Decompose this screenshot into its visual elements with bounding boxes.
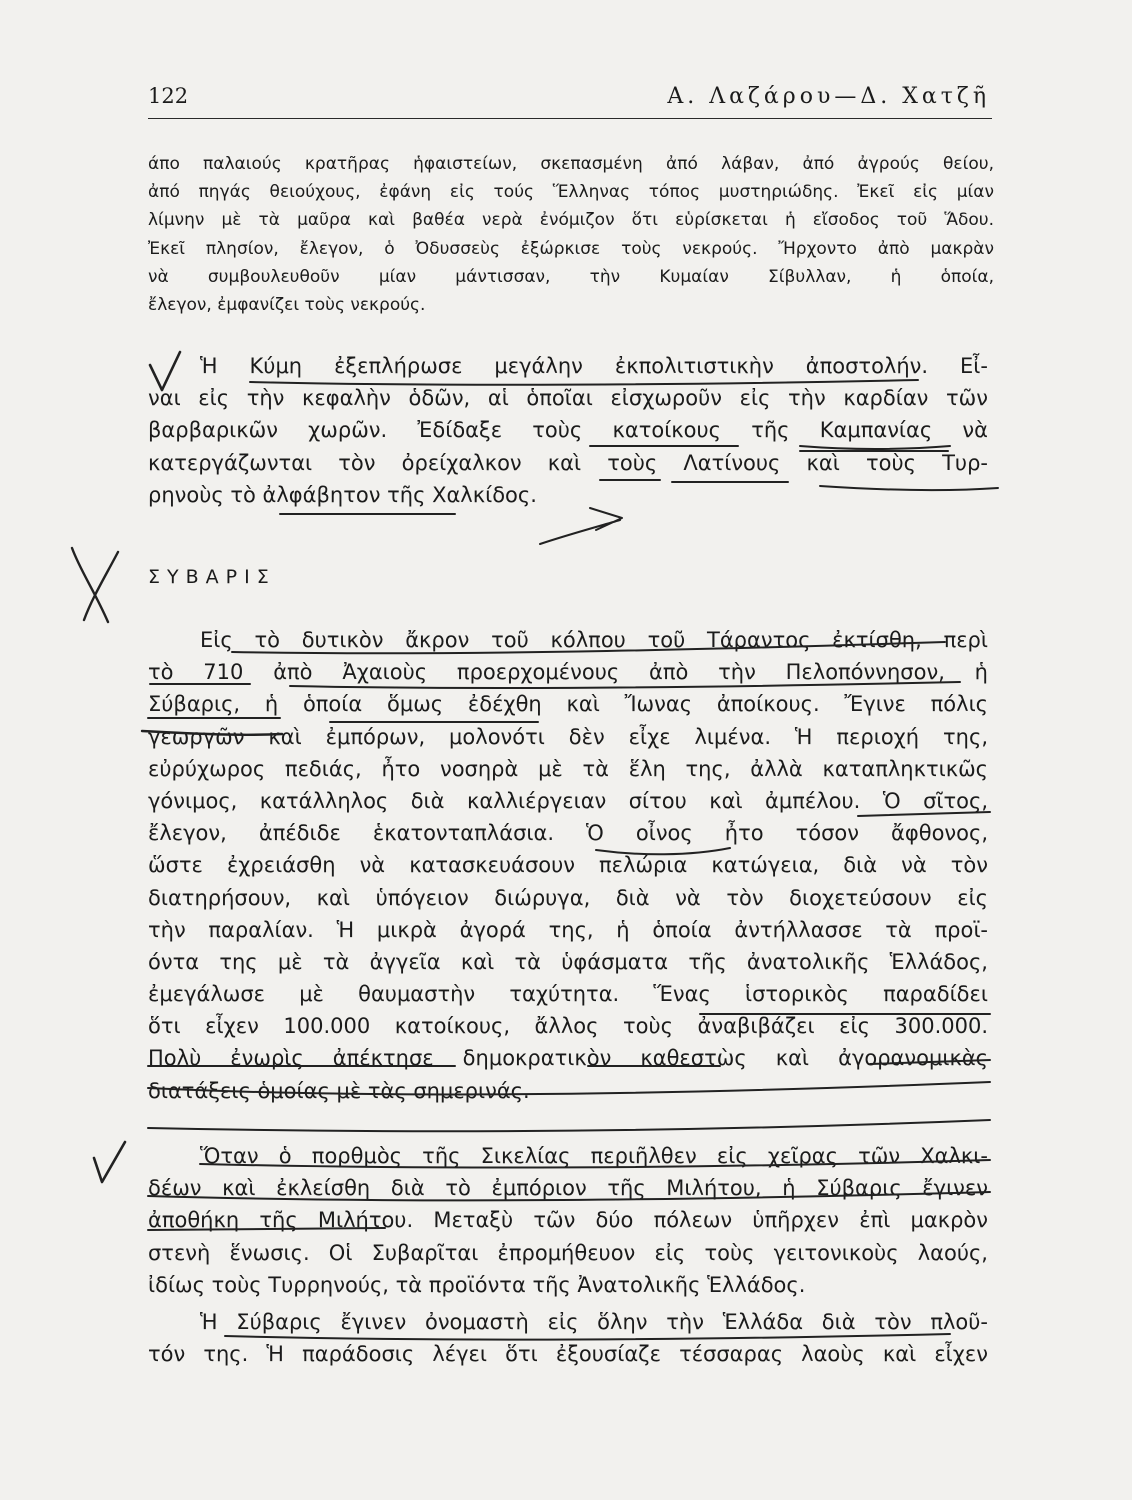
kyme-paragraph: [148, 350, 988, 511]
underline: [148, 1120, 990, 1131]
text-line: διατάξεις ὁμοίας μὲ τὰς σημερινάς.: [148, 1078, 530, 1103]
text-line: ρηνοὺς τὸ ἀλφάβητον τῆς Χαλκίδος.: [148, 482, 537, 507]
text-line: γεωργῶν καὶ ἐμπόρων, μολονότι δὲν εἶχε λιμένα. Ἡ περιοχή της,: [148, 724, 988, 749]
text-line: γόνιμος, κατάλληλος διὰ καλλιέργειαν σίτου καὶ ἀμπέλου. Ὁ σῖτος,: [148, 788, 988, 813]
text-line: Ὅταν ὁ πορθμὸς τῆς Σικελίας περιῆλθεν εἰς χεῖρας τῶν Χαλκι-: [200, 1144, 988, 1168]
arrow-mark: [540, 508, 622, 544]
text-line: διατηρήσουν, καὶ ὑπόγειον διώρυγα, διὰ νὰ τὸν διοχετεύσουν εἰς: [148, 885, 988, 910]
text-line: ἐμεγάλωσε μὲ θαυμαστὴν ταχύτητα. Ἕνας ἱστορικὸς παραδίδει: [148, 982, 988, 1007]
text-line: δέων καὶ ἐκλείσθη διὰ τὸ ἐμπόριον τῆς Μιλήτου, ἡ Σύβαρις ἔγινεν: [148, 1176, 988, 1201]
text-line: ἀπό πηγάς θειούχους, ἐφάνη εἰς τούς Ἕλληνας τόπος μυστηριώδης. Ἐκεῖ εἰς μίαν: [148, 182, 994, 203]
text-line: Σύβαρις, ἡ ὁποία ὅμως ἐδέχθη καὶ Ἴωνας ἀποίκους. Ἔγινε πόλις: [148, 692, 988, 717]
text-line: λίμνην μὲ τὰ μαῦρα καὶ βαθέα νερὰ ἐνόμιζον ὅτι εὑρίσκεται ἡ εἴσοδος τοῦ Ἅδου.: [148, 210, 994, 231]
sybaris-paragraph-2: [148, 1140, 988, 1301]
text-line: εὐρύχωρος πεδιάς, ἦτο νοσηρὰ μὲ τὰ ἕλη της, ἀλλὰ καταπληκτικῶς: [148, 756, 988, 781]
text-line: Πολὺ ἐνωρὶς ἀπέκτησε δημοκρατικὸν καθεστὼς καὶ ἀγορανομικὰς: [148, 1046, 988, 1071]
page-header: [148, 84, 992, 119]
cross-mark-sybaris: [72, 548, 118, 622]
text-line: άπο παλαιούς κρατῆρας ἡφαιστείων, σκεπασμένη ἀπό λάβαν, ἀπό ἀγρούς θείου,: [148, 154, 994, 174]
text-line: ἔλεγον, ἐμφανίζει τοὺς νεκρούς.: [148, 294, 426, 315]
text-line: ὥστε ἐχρειάσθη νὰ κατασκευάσουν πελώρια κατώγεια, διὰ νὰ τὸν: [148, 853, 988, 878]
text-line: ἔλεγον, ἀπέδιδε ἑκατονταπλάσια. Ὁ οἶνος ἦτο τόσον ἄφθονος,: [148, 821, 988, 846]
text-line: βαρβαρικῶν χωρῶν. Ἐδίδαξε τοὺς κατοίκους τῆς Καμπανίας νὰ: [148, 418, 988, 443]
intro-paragraph: [148, 150, 994, 319]
text-line: Ἡ Σύβαρις ἔγινεν ὀνομαστὴ εἰς ὅλην τὴν Ἑλλάδα διὰ τὸν πλοῦ-: [200, 1310, 988, 1334]
page-number: 122: [148, 84, 189, 108]
text-line: Ἐκεῖ πλησίον, ἔλεγον, ὁ Ὀδυσσεὺς ἐξώρκισε τοὺς νεκρούς. Ἤρχοντο ἀπὸ μακρὰν: [148, 238, 994, 259]
sybaris-paragraph-3: [148, 1306, 988, 1370]
text-line: Ἡ Κύμη ἐξεπλήρωσε μεγάλην ἐκπολιτιστικὴν ἀποστολήν. Εἶ-: [200, 354, 988, 378]
text-line: όντα της μὲ τὰ ἀγγεῖα καὶ τὰ ὑφάσματα τῆς ἀνατολικῆς Ἑλλάδος,: [148, 949, 988, 974]
running-head: Α. Λαζάρου—Δ. Χατζῆ: [667, 84, 990, 109]
text-line: τὸ 710 ἀπὸ Ἀχαιοὺς προερχομένους ἀπὸ τὴν Πελοπόννησον, ἡ: [148, 660, 988, 685]
text-line: κατεργάζωνται τὸν ὀρείχαλκον καὶ τοὺς Λατίνους καὶ τοὺς Τυρ-: [148, 450, 988, 475]
section-heading: ΣΥΒΑΡΙΣ: [148, 566, 276, 588]
text-line: στενὴ ἕνωσις. Οἱ Συβαρῖται ἐπρομήθευον εἰς τοὺς γειτονικοὺς λαούς,: [148, 1240, 988, 1265]
text-line: Εἰς τὸ δυτικὸν ἄκρον τοῦ κόλπου τοῦ Τάραντος ἐκτίσθη, περὶ: [200, 628, 988, 652]
text-line: ἀποθήκη τῆς Μιλήτου. Μεταξὺ τῶν δύο πόλεων ὑπῆρχεν ἐπὶ μακρὸν: [148, 1208, 988, 1233]
sybaris-paragraph-1: [148, 624, 988, 1107]
check-mark-paragraph-2: [94, 1142, 125, 1182]
text-line: νὰ συμβουλευθοῦν μίαν μάντισσαν, τὴν Κυμαίαν Σίβυλλαν, ἡ ὁποία,: [148, 266, 994, 287]
text-line: τόν της. Ἡ παράδοσις λέγει ὅτι ἐξουσίαζε τέσσαρας λαοὺς καὶ εἶχεν: [148, 1342, 988, 1367]
text-line: ἰδίως τοὺς Τυρρηνούς, τὰ προϊόντα τῆς Ἀνατολικῆς Ἑλλάδος.: [148, 1272, 806, 1297]
text-line: ναι εἰς τὴν κεφαλὴν ὁδῶν, αἱ ὁποῖαι εἰσχωροῦν εἰς τὴν καρδίαν τῶν: [148, 386, 988, 411]
text-line: τὴν παραλίαν. Ἡ μικρὰ ἀγορά της, ἡ ὁποία ἀντήλλασσε τὰ προϊ-: [148, 917, 988, 942]
text-line: ὅτι εἶχεν 100.000 κατοίκους, ἄλλος τοὺς ἀναβιβάζει εἰς 300.000.: [148, 1014, 988, 1039]
